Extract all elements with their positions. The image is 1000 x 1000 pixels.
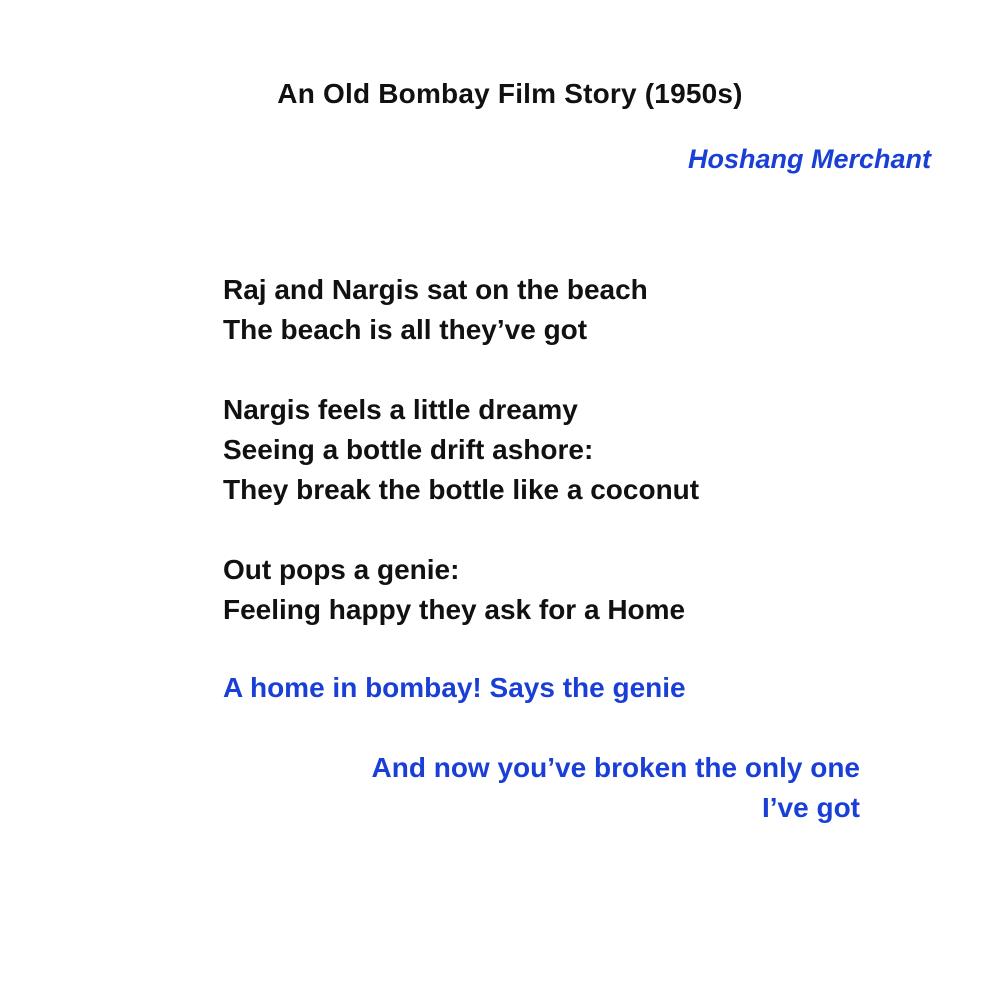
stanza-5 (372, 748, 860, 828)
poem-line: Nargis feels a little dreamy (223, 394, 578, 425)
poem-line: The beach is all they’ve got (223, 314, 588, 345)
poem-line: They break the bottle like a coconut (223, 474, 700, 505)
poem-line: Out pops a genie: (223, 554, 460, 585)
poem-line: Feeling happy they ask for a Home (223, 594, 686, 625)
poem-line: A home in bombay! Says the genie (223, 672, 686, 703)
poem-line: I’ve got (761, 792, 860, 823)
poem-author: Hoshang Merchant (687, 144, 931, 174)
stanza-3 (223, 550, 685, 630)
stanza-2 (223, 390, 699, 510)
poem-line: Raj and Nargis sat on the beach (223, 274, 648, 305)
stanza-1 (223, 270, 648, 350)
stanza-4 (223, 668, 686, 708)
poem-line: And now you’ve broken the only one (371, 752, 860, 783)
poem-title: An Old Bombay Film Story (1950s) (277, 78, 743, 109)
poem-line: Seeing a bottle drift ashore: (223, 434, 594, 465)
